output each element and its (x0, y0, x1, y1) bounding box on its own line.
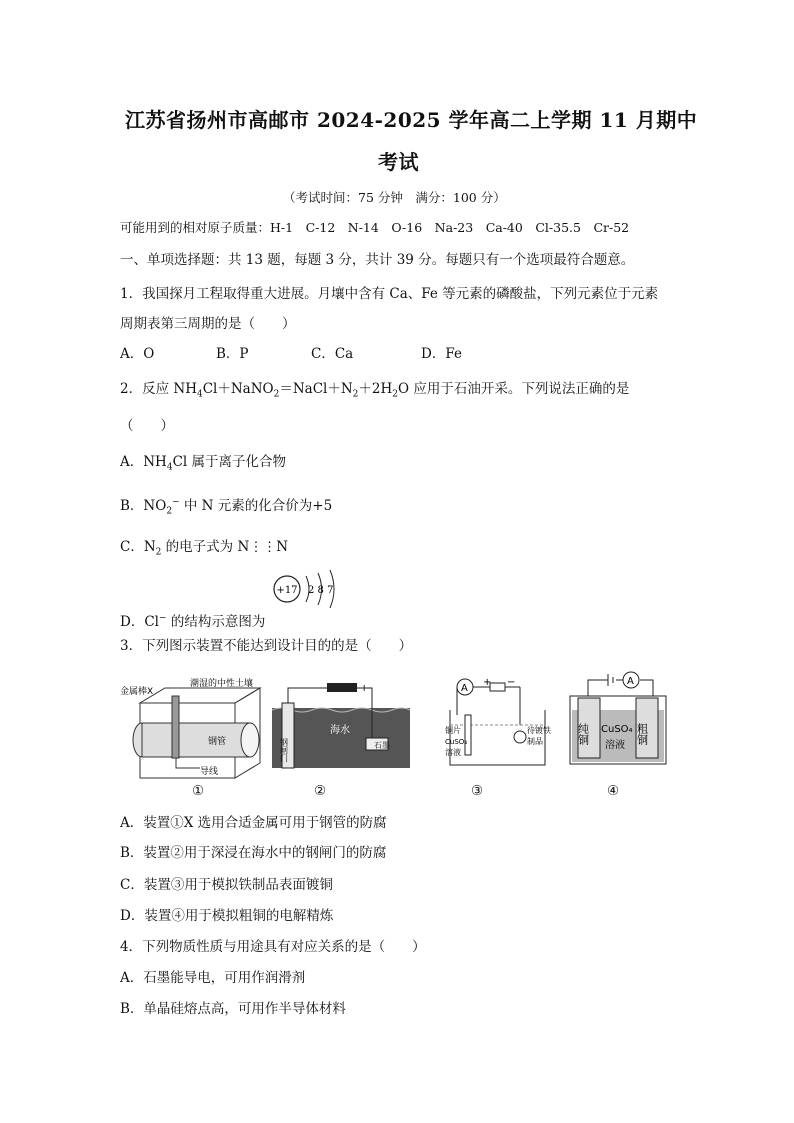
figure-1-steel-pipe (120, 678, 270, 798)
figure-1-number: ① (192, 783, 205, 799)
iron-label: 待镀铁 (527, 726, 551, 735)
q3-option-a: A．装置①X 选用合适金属可用于钢管的防腐 (120, 815, 387, 831)
pure-copper-label: 纯铜 (576, 723, 590, 745)
solution-label: CuSO₄ (445, 738, 468, 746)
graphite-label: 石墨 (374, 741, 390, 750)
q2-sup: − (158, 613, 167, 624)
wire-label: 导线 (200, 767, 219, 777)
q3-stem: 3．下列图示装置不能达到设计目的的是（ ） (120, 638, 413, 654)
figure-4-electrorefining (568, 668, 668, 768)
q2-sup: − (172, 497, 180, 508)
q2-stem-part: Cl＋NaNO (202, 381, 274, 397)
minus-sign: − (319, 683, 328, 694)
chlorine-ion-diagram (270, 568, 350, 610)
page-title-line1: 江苏省扬州市高邮市 2024-2025 学年高二上学期 11 月期中 (125, 108, 698, 132)
q3-option-c: C．装置③用于模拟铁制品表面镀铜 (120, 877, 333, 893)
solution-label: 溶液 (445, 748, 461, 757)
q3-option-d: D．装置④用于模拟粗铜的电解精炼 (120, 908, 334, 924)
q2-option-c (120, 535, 288, 558)
q2-stem-part: ＋2H (358, 381, 393, 397)
q2-option-b (120, 494, 332, 517)
q2-sub: 4 (166, 462, 173, 473)
pipe-label: 钢管 (208, 737, 227, 747)
section-heading: 一、单项选择题：共 13 题，每题 3 分，共计 39 分。每题只有一个选项最符合题意。 (120, 252, 635, 268)
q2-sub: 4 (196, 389, 203, 400)
q1-stem-line2: 周期表第三周期的是（ ） (120, 316, 296, 332)
q2-option-part: D．Cl (120, 614, 159, 630)
shell-electrons: 2 8 7 (308, 585, 334, 596)
nucleus-label: +17 (276, 585, 298, 596)
q4-stem: 4．下列物质性质与用途具有对应关系的是（ ） (120, 939, 426, 955)
ammeter-symbol: A (627, 676, 634, 687)
ammeter-symbol: A (461, 683, 468, 694)
q2-option-d (120, 610, 265, 630)
iron-label: 制品 (527, 737, 543, 746)
q2-option-part: 的结构示意图为 (166, 614, 266, 630)
copper-label: 铜片 (445, 726, 461, 735)
gate-label: 钢闸门 (279, 738, 289, 762)
q2-stem-part: 2．反应 NH (120, 381, 197, 397)
q2-option-part: B．NO (120, 498, 167, 514)
atomic-masses: 可能用到的相对原子质量：H-1 C-12 N-14 O-16 Na-23 Ca-40 Cl-35.5 Cr-52 (120, 220, 630, 235)
q2-sub: 2 (273, 389, 280, 400)
q2-sub: 2 (155, 547, 162, 558)
minus-sign: − (507, 677, 516, 688)
plus-sign: + (360, 683, 369, 694)
q2-sub: 2 (166, 506, 173, 517)
q2-sub: 2 (352, 389, 359, 400)
q4-option-b: B．单晶硅熔点高，可用作半导体材料 (120, 1001, 346, 1017)
q3-option-b: B．装置②用于深浸在海水中的钢闸门的防腐 (120, 845, 387, 861)
q2-stem-part: O 应用于石油开采。下列说法正确的是 (398, 381, 630, 397)
q1-option-d: D．Fe (421, 346, 462, 362)
q2-sub: 2 (392, 389, 398, 400)
figure-2-number: ② (314, 783, 327, 799)
q2-option-part: 的电子式为 N⋮⋮N (161, 539, 289, 555)
water-label: 海水 (330, 725, 350, 736)
solution-label: CuSO₄ (601, 724, 633, 735)
q1-option-a: A．O (120, 346, 155, 362)
figure-3-number: ③ (471, 783, 484, 799)
q2-option-part: C．N (120, 539, 156, 555)
solution-label: 溶液 (605, 740, 625, 751)
q2-paren: （ ） (120, 418, 174, 434)
q2-option-part: Cl 属于离子化合物 (172, 454, 287, 470)
figure-4-number: ④ (607, 783, 620, 799)
plus-sign: + (483, 677, 492, 688)
q2-stem-part: ＝NaCl＋N (279, 381, 353, 397)
q2-option-a (120, 450, 286, 473)
crude-copper-label: 粗铜 (635, 723, 649, 745)
q2-option-part: A．NH (120, 454, 167, 470)
q2-stem (120, 377, 629, 400)
page-title-line2: 考试 (378, 150, 419, 174)
rod-label: 金属棒X (120, 687, 154, 697)
q1-stem-line1: 1．我国探月工程取得重大进展。月壤中含有 Ca、Fe 等元素的磷酸盐，下列元素位于元素 (120, 286, 659, 302)
figure-3-copper-plating (445, 675, 560, 770)
exam-info: （考试时间：75 分钟 满分：100 分） (283, 190, 506, 205)
q4-option-a: A．石墨能导电，可用作润滑剂 (120, 970, 306, 986)
soil-label: 潮湿的中性土壤 (190, 679, 254, 689)
q1-option-c: C．Ca (311, 346, 354, 362)
q2-option-part: 中 N 元素的化合价为+5 (179, 498, 333, 514)
q1-option-b: B．P (216, 346, 249, 362)
figure-2-steel-gate (272, 678, 412, 770)
